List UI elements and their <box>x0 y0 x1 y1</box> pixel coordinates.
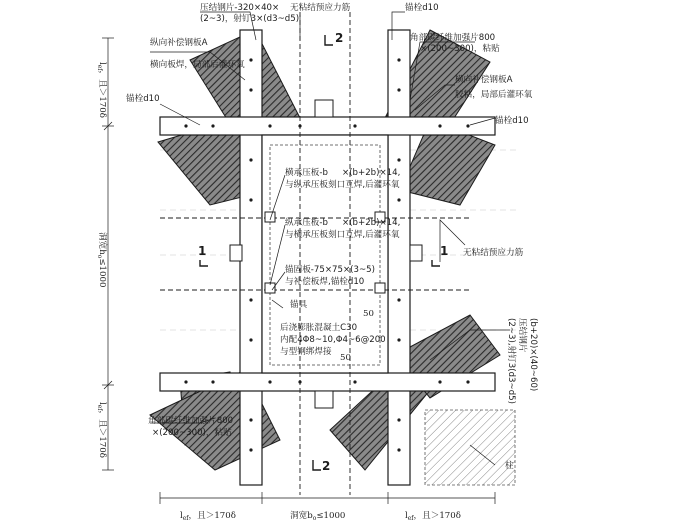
label-brg-plate-1-a: 横承压板-b <box>285 168 328 178</box>
label-dim-50-b: 50 <box>340 353 351 363</box>
label-prestress-top: 无粘结预应力筋 <box>290 3 351 13</box>
label-anchor-right: 锚栓d10 <box>495 116 529 126</box>
label-corner-frp-tr-a: 角部碳纤维加强片800 <box>410 33 496 43</box>
section-1-right: 1 <box>440 244 449 258</box>
label-column: 柱 <box>505 461 514 471</box>
bottom-dimension <box>160 492 495 504</box>
label-brg-plate-2-c: 与横承压板刻口互焊,后灌环氧 <box>285 230 400 240</box>
label-anchor-plate-a: 锚固板-75×75×(3~5) <box>285 265 375 275</box>
label-dim-50-a: 50 <box>363 309 374 319</box>
label-brg-plate-1-c: 与纵承压板刻口互焊,后灌环氧 <box>285 180 400 190</box>
label-concrete-c: 与型钢绑焊接 <box>280 347 332 357</box>
section-2-bottom: 2 <box>322 459 331 473</box>
label-concrete-a: 后浇膨胀混凝土C30 <box>280 323 358 333</box>
label-long-plate-l-a: 纵向补偿钢板A <box>150 38 208 48</box>
label-brg-plate-2-a: 纵承压板-b <box>285 218 328 228</box>
label-prestress-right: 无粘结预应力筋 <box>463 248 524 258</box>
label-brg-plate-1-b: ×(b+2b)×14, <box>342 168 401 178</box>
label-corner-frp-tr-b: ×(200~300)，粘贴 <box>420 44 500 54</box>
label-anchorage: 锚具 <box>290 300 308 310</box>
label-corner-frp-bl-b: ×(200~300)，粘贴 <box>152 428 232 438</box>
label-long-plate-r-c: 胶粘，局部后灌环氧 <box>455 90 533 100</box>
dim-left-bot: $l_{ef}$，且＞170δ <box>96 402 107 458</box>
label-long-plate-l-c: 横向板焊，局部后灌环氧 <box>150 60 245 70</box>
dim-bot-right: $l_{ef}$，且＞170δ <box>405 511 461 522</box>
label-press-strip-r-a: 压结钢片 <box>517 318 527 353</box>
label-long-plate-r-a: 横向补偿钢板A <box>455 75 513 85</box>
label-press-strip-r-b: (b+20)×(40~60) <box>528 318 538 392</box>
dim-bot-left: $l_{ef}$，且＞170δ <box>180 511 236 522</box>
section-1-left: 1 <box>198 244 207 258</box>
label-brg-plate-2-b: ×(b+2b)×14, <box>342 218 401 228</box>
label-press-strip-r-c: (2~3),射钉3(d3~d5) <box>506 318 516 404</box>
dim-bot-mid: 洞宽$b_o\le 1000$ <box>290 511 346 522</box>
label-anchor-plate-b: 与补偿板焊,锚栓d10 <box>285 277 365 287</box>
label-press-strip: 压结钢片-320×40× <box>200 3 280 13</box>
label-anchor-left: 锚栓d10 <box>126 94 160 104</box>
label-press-strip-b: (2~3)，射钉3×(d3~d5) <box>200 14 300 24</box>
label-anchor-top: 锚栓d10 <box>405 3 439 13</box>
dim-left-top: $l_{ef}$，且＞170δ <box>96 62 107 118</box>
column-hatch <box>425 410 515 485</box>
section-2-top: 2 <box>335 31 344 45</box>
dim-left-mid: 洞宽$h_o\le 1000$ <box>96 232 107 288</box>
label-corner-frp-bl-a: 角部碳纤维加强片800 <box>148 416 234 426</box>
label-concrete-b: 内配4Φ8~10,Φ4~6@200 <box>280 335 386 345</box>
